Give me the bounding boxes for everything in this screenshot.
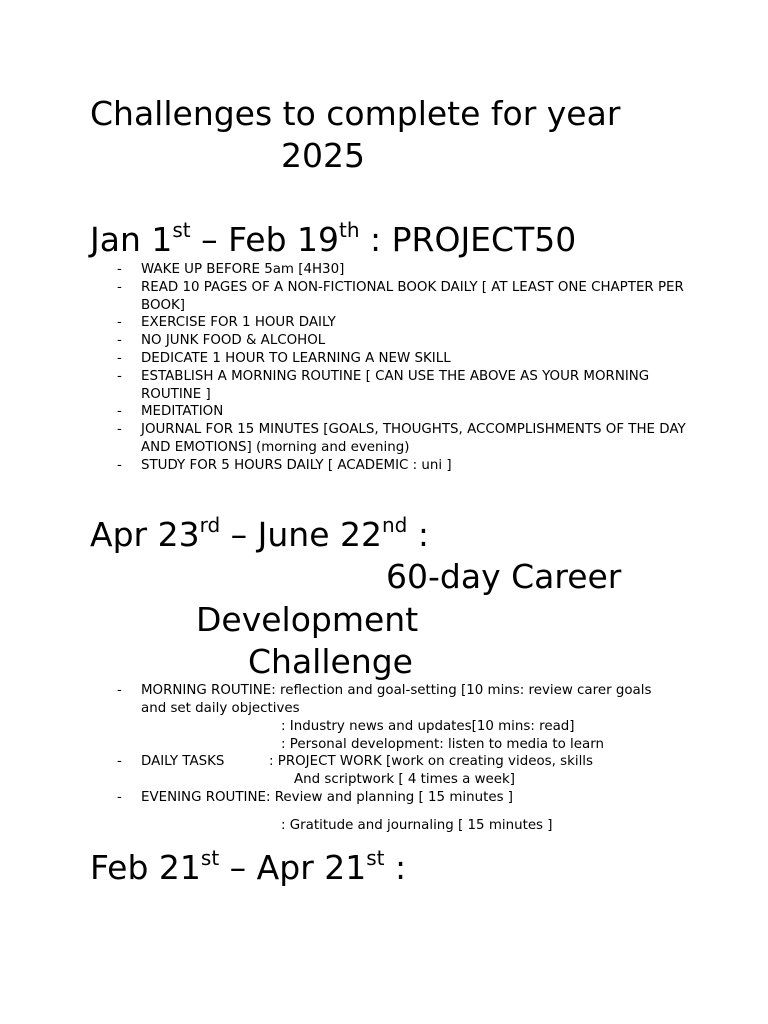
section1-start-date: Jan 1 bbox=[90, 220, 173, 259]
list-dash: - bbox=[117, 457, 122, 473]
list-item-text: STUDY FOR 5 HOURS DAILY [ ACADEMIC : uni ] bbox=[141, 457, 452, 473]
section1-end-date: – Feb 19 bbox=[190, 220, 340, 259]
section2-start-date: Apr 23 bbox=[90, 515, 200, 554]
section2-subtitle-line1: 60-day Career bbox=[386, 557, 622, 596]
list-item bbox=[117, 457, 697, 475]
section2-end-suffix: nd bbox=[381, 513, 408, 537]
evening-routine-line2: : Gratitude and journaling [ 15 minutes ] bbox=[281, 818, 553, 833]
section1-heading bbox=[90, 219, 576, 261]
list-dash: - bbox=[117, 315, 122, 331]
list-dash: - bbox=[117, 683, 122, 698]
list-item bbox=[117, 314, 697, 332]
list-dash: - bbox=[117, 368, 122, 384]
list-dash: - bbox=[117, 790, 122, 805]
daily-tasks-line2: And scriptwork [ 4 times a week] bbox=[294, 772, 515, 787]
section1-title: : PROJECT50 bbox=[359, 220, 577, 259]
section3-start-date: Feb 21 bbox=[90, 848, 201, 887]
section3-heading bbox=[90, 847, 406, 889]
document-title-line1: Challenges to complete for year bbox=[90, 94, 621, 133]
list-item bbox=[117, 350, 697, 368]
list-item-text: READ 10 PAGES OF A NON-FICTIONAL BOOK DAILY [ AT LEAST ONE CHAPTER PER BOOK] bbox=[141, 279, 684, 313]
section1-start-suffix: st bbox=[172, 218, 191, 242]
list-dash: - bbox=[117, 422, 122, 438]
list-item-text: DEDICATE 1 HOUR TO LEARNING A NEW SKILL bbox=[141, 350, 451, 366]
section1-end-suffix: th bbox=[339, 218, 360, 242]
section3-colon: : bbox=[384, 848, 407, 887]
list-item bbox=[117, 332, 697, 350]
section2-subtitle-line3: Challenge bbox=[248, 642, 413, 681]
evening-routine-line1: EVENING ROUTINE: Review and planning [ 15 minutes ] bbox=[141, 790, 514, 805]
section2-colon: : bbox=[407, 515, 429, 554]
section3-end-suffix: st bbox=[366, 846, 385, 870]
list-dash: - bbox=[117, 404, 122, 420]
list-item-text: EXERCISE FOR 1 HOUR DAILY bbox=[141, 315, 336, 331]
morning-routine-line3: : Industry news and updates[10 mins: read] bbox=[281, 719, 575, 734]
list-dash: - bbox=[117, 350, 122, 366]
list-dash: - bbox=[117, 262, 122, 277]
section1-challenge-list bbox=[117, 261, 697, 475]
list-item bbox=[117, 261, 697, 279]
document-title-line2: 2025 bbox=[281, 136, 365, 175]
section2-subtitle-line2: Development bbox=[196, 600, 419, 639]
daily-tasks-line1: : PROJECT WORK [work on creating videos, skills bbox=[269, 754, 593, 769]
section2-end-date: – June 22 bbox=[220, 515, 382, 554]
list-item bbox=[117, 403, 697, 421]
daily-tasks-label: DAILY TASKS bbox=[141, 754, 225, 769]
list-item bbox=[117, 279, 697, 315]
list-item-text: MEDITATION bbox=[141, 404, 224, 420]
section3-end-date: – Apr 21 bbox=[219, 848, 367, 887]
list-item bbox=[117, 421, 697, 457]
list-dash: - bbox=[117, 754, 122, 769]
list-item-text: ESTABLISH A MORNING ROUTINE [ CAN USE THE ABOVE AS YOUR MORNING ROUTINE ] bbox=[141, 368, 650, 402]
section2-start-suffix: rd bbox=[199, 513, 221, 537]
morning-routine-line4: : Personal development: listen to media to learn bbox=[281, 737, 604, 752]
list-dash: - bbox=[117, 279, 122, 295]
list-item-text: WAKE UP BEFORE 5am [4H30] bbox=[141, 262, 345, 277]
list-item-text: NO JUNK FOOD & ALCOHOL bbox=[141, 333, 326, 349]
list-item bbox=[117, 368, 697, 404]
morning-routine-line1: MORNING ROUTINE: reflection and goal-setting [10 mins: review carer goals bbox=[141, 683, 652, 698]
list-dash: - bbox=[117, 333, 122, 349]
morning-routine-line2: and set daily objectives bbox=[141, 701, 300, 716]
section3-start-suffix: st bbox=[200, 846, 220, 870]
list-item-text: JOURNAL FOR 15 MINUTES [GOALS, THOUGHTS, ACCOMPLISHMENTS OF THE DAY AND EMOTIONS] (morning and evening) bbox=[141, 422, 686, 455]
section2-heading bbox=[90, 514, 429, 556]
